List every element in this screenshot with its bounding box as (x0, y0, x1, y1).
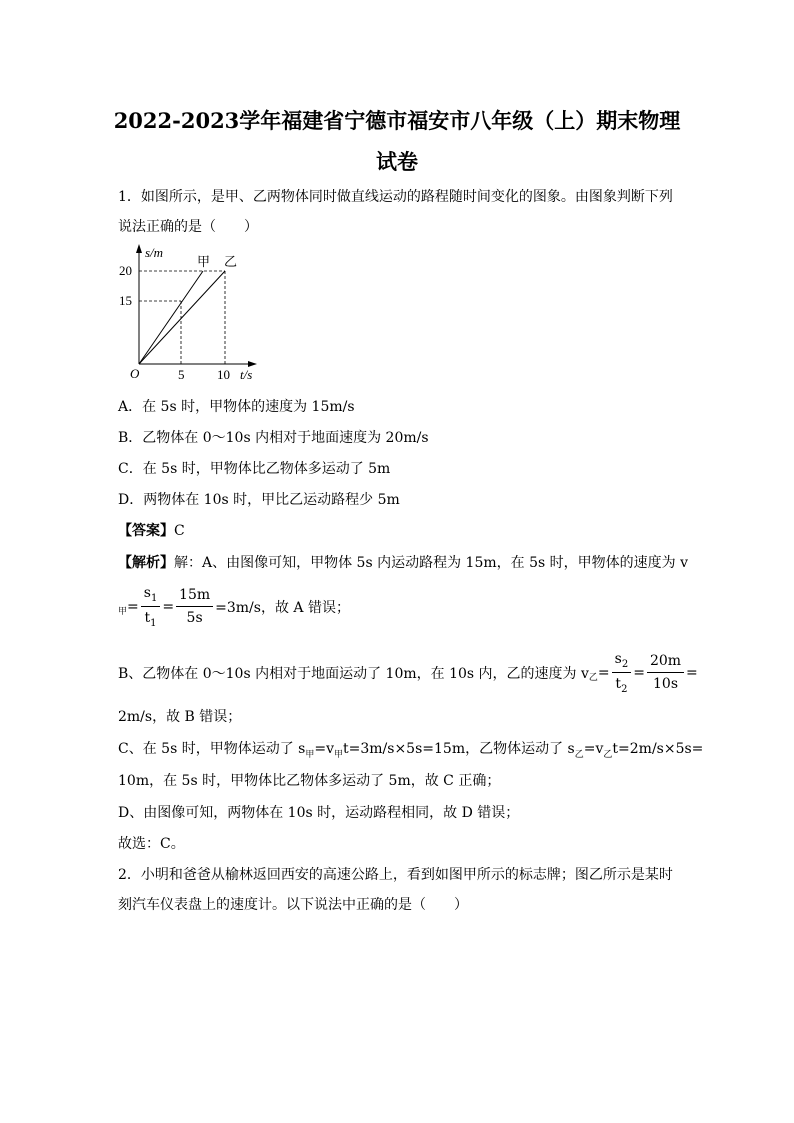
analysis-label: 【解析】 (118, 555, 174, 571)
q2-stem-line2: 刻汽车仪表盘上的速度计。以下说法中正确的是（ ） (118, 897, 468, 913)
q1-analysis-b-tail: 2m/s，故 B 错误； (118, 709, 242, 725)
series-jia-line (139, 271, 203, 364)
y-tick-15: 15 (119, 293, 132, 308)
answer-value: C (174, 523, 185, 539)
q1-stem-line1: 1．如图所示，是甲、乙两物体同时做直线运动的路程随时间变化的图象。由图象判断下列 (118, 189, 673, 205)
q1-analysis-line1 (118, 552, 688, 572)
q1-analysis-d: D、由图像可知，两物体在 10s 时，运动路程相同，故 D 错误； (118, 805, 520, 821)
origin-label: O (130, 366, 140, 381)
q1-conclusion: 故选：C。 (118, 836, 185, 852)
q1-analysis-c-line1: C、在 5s 时，甲物体运动了 $s_甲=v_甲t=3m/s\times 5s=15m$，乙物体运动了 $s_乙=v_乙t=2m/s\times 5s=$ (118, 741, 704, 760)
analysis-a-text: 解：A、由图像可知，甲物体 5s 内运动路程为 15m，在 5s 时，甲物体的速度为 v (174, 555, 688, 571)
series-yi-line (139, 271, 225, 364)
series-jia-label: 甲 (197, 254, 211, 269)
q1-formula-a: 甲 = $\frac{s_1}{t_1}$ = $\frac{15m}{5s}$ =3m/s，故 A 错误； (118, 585, 350, 629)
q2-stem-line1: 2．小明和爸爸从榆林返回西安的高速公路上，看到如图甲所示的标志牌；图乙所示是某时 (118, 867, 673, 883)
q1-option-c: C．在 5s 时，甲物体比乙物体多运动了 5m (118, 461, 391, 477)
x-tick-5: 5 (178, 367, 185, 382)
series-yi-label: 乙 (224, 254, 238, 269)
y-axis-arrow (136, 244, 142, 253)
q1-formula-b: B、乙物体在 0～10s 内相对于地面运动了 10m，在 10s 内，乙的速度为 v 乙 = $\frac{s_2}{t_2}$ = $\frac{20m}{10s}$ = (118, 651, 698, 695)
q1-st-graph (112, 240, 272, 385)
q1-option-b: B．乙物体在 0～10s 内相对于地面速度为 20m/s (118, 430, 429, 446)
analysis-b-text: B、乙物体在 0～10s 内相对于地面运动了 10m，在 10s 内，乙的速度为 v (118, 665, 589, 682)
q1-option-d: D．两物体在 10s 时，甲比乙运动路程少 5m (118, 492, 400, 508)
formula-b-frac1: $\frac{s_2}{t_2}$ (612, 650, 632, 695)
q1-option-a: A．在 5s 时，甲物体的速度为 15m/s (118, 399, 355, 415)
formula-b-sub: 乙 (588, 673, 598, 683)
q1-stem-line2: 说法正确的是（ ） (118, 219, 258, 235)
page-title-line1: 2022-2023学年福建省宁德市福安市八年级（上）期末物理 (113, 108, 681, 133)
y-axis-label: s/m (145, 245, 164, 260)
formula-a-frac2: $\frac{15m}{5s}$ (176, 586, 213, 627)
x-tick-10: 10 (217, 367, 230, 382)
formula-a-frac1: $\frac{s_1}{t_1}$ (141, 584, 161, 629)
formula-a-sub: 甲 (118, 607, 128, 617)
formula-b-frac2: $\frac{20m}{10s}$ (647, 652, 684, 693)
q1-answer (118, 520, 185, 540)
page-title-line2: 试卷 (376, 149, 418, 174)
formula-a-tail: =3m/s，故 A 错误； (215, 599, 350, 616)
y-tick-20: 20 (119, 263, 132, 278)
answer-label: 【答案】 (118, 523, 174, 539)
q1-analysis-c-line2: 10m，在 5s 时，甲物体比乙物体多运动了 5m，故 C 正确； (118, 773, 501, 789)
x-axis-label: t/s (240, 367, 253, 382)
